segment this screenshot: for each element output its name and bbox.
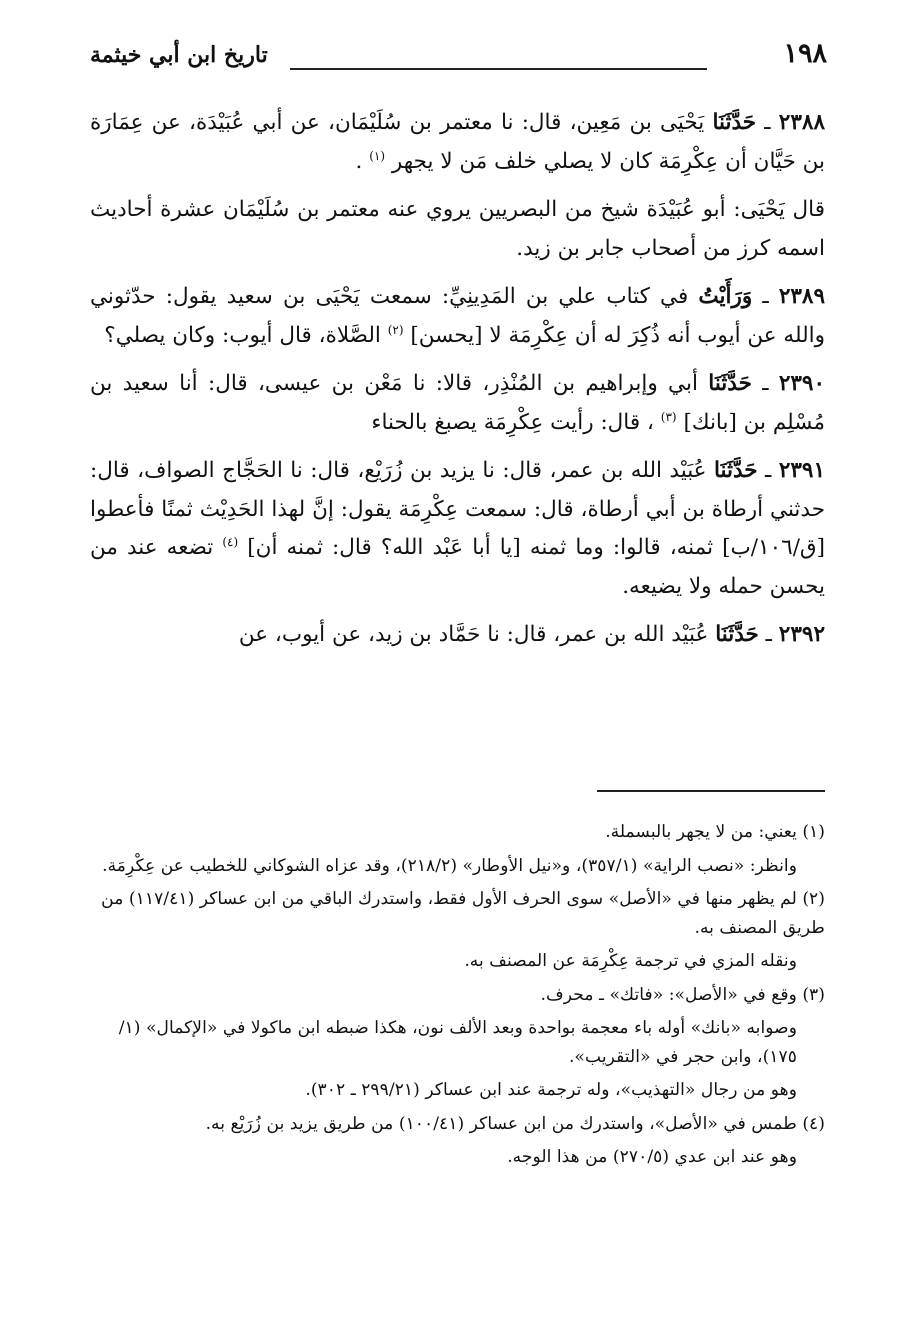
entry-2388: ٢٣٨٨ ـ حَدَّثَنَا يَحْيَى بن مَعِين، قال: نا معتمر بن سُلَيْمَان، عن أبي عُبَيْدَة، عن عِمَارَة بن حَيَّان أن عِكْرِمَة كان لا يصلي خلف مَن لا يجهر $^{(١)}$ . <box>90 110 825 174</box>
footnote-line: (٣) وقع في «الأصل»: «فاتك» ـ محرف. <box>540 984 825 1005</box>
entry-2391: ٢٣٩١ ـ حَدَّثَنَا عُبَيْد الله بن عمر، قال: نا يزيد بن زُرَيْع، قال: نا الحَجَّاج الصواف، قال: حدثني أرطاة بن أبي أرطاة، قال: سمعت عِكْرِمَة يقول: إنَّ لهذا الحَدِيْث ثمنًا فأعطوا [ق/١٠٦/ب] ثمنه، قالوا: وما ثمنه [يا أبا عَبْد الله؟ قال: ثمنه أن] $^{(٤)}$ تضعه عند من يحسن حمله ولا يضيعه. <box>90 458 826 599</box>
footnote-ref: (١) <box>369 148 386 163</box>
footnote-ref: (٤) <box>222 534 239 549</box>
footnote-ref: (٢) <box>387 322 404 337</box>
page-header <box>90 38 827 84</box>
footnote-line: وصوابه «بانك» أوله باء معجمة بواحدة وبعد الألف نون، هكذا ضبطه ابن ماكولا في «الإكمال» (١/ ١٧٥)، وابن حجر في «التقريب». <box>118 1018 797 1067</box>
entry-number: ٢٣٩٢ <box>778 622 825 647</box>
footnote-line: وهو من رجال «التهذيب»، وله ترجمة عند ابن عساكر (٢٩٩/٢١ ـ ٣٠٢). <box>305 1080 797 1100</box>
entry-text: عُبَيْد الله بن عمر، قال: نا يزيد بن زُرَيْع، قال: نا الحَجَّاج الصواف، قال: حدثني أرطاة بن أبي أرطاة، قال: سمعت عِكْرِمَة يقول: إنَّ لهذا الحَدِيْث ثمنًا فأعطوا [ق/١٠٦/ب] ثمنه، قالوا: وما ثمنه [يا أبا عَبْد الله؟ قال: ثمنه أن] <box>90 458 826 560</box>
footnote-line: (١) يعني: من لا يجهر بالبسملة. <box>605 822 825 842</box>
entry-number: ٢٣٩١ <box>778 458 826 483</box>
entry-end: تضعه عند من يحسن حمله ولا يضيعه. <box>90 535 825 599</box>
entry-text: قال يَحْيَى: أبو عُبَيْدَة شيخ من البصريين يروي عنه معتمر بن سُلَيْمَان عشرة أحاديث اسمه كرز من أصحاب جابر بن زيد. <box>90 197 825 261</box>
entry-2388-comment <box>90 191 825 268</box>
footnote-separator <box>597 790 825 792</box>
entry-end: الصَّلاة، قال أيوب: وكان يصلي؟ <box>104 322 381 348</box>
entry-text: يَحْيَى بن مَعِين، قال: نا معتمر بن سُلَيْمَان، عن أبي عُبَيْدَة، عن عِمَارَة بن حَيَّان أن عِكْرِمَة كان لا يصلي خلف مَن لا يجهر <box>90 110 825 174</box>
footnote-line: ونقله المزي في ترجمة عِكْرِمَة عن المصنف به. <box>464 951 797 971</box>
entry-text: أبي وإبراهيم بن المُنْذِر، قالا: نا مَعْن بن عيسى، قال: أنا سعيد بن مُسْلِم بن [بانك] <box>90 371 825 435</box>
footnote-line: وانظر: «نصب الراية» (٣٥٧/١)، و«نيل الأوطار» (٢١٨/٢)، وقد عزاه الشوكاني للخطيب عن عِكْرِمَة. <box>102 855 797 876</box>
header-rule <box>290 68 707 70</box>
footnote-ref: (٣) <box>660 409 677 424</box>
entry-text: في كتاب علي بن المَدِينِيِّ: سمعت يَحْيَى بن سعيد يقول: حدّثوني والله عن أيوب أنه ذُكِرَ له أن عِكْرِمَة لا [يحسن] <box>90 284 825 348</box>
entry-lead: حَدَّثَنَا <box>715 622 759 647</box>
main-text <box>90 104 825 665</box>
footnote-line: وهو عند ابن عدي (٢٧٠/٥) من هذا الوجه. <box>507 1147 797 1167</box>
footnotes <box>90 818 825 1177</box>
entry-2390: ٢٣٩٠ ـ حَدَّثَنَا أبي وإبراهيم بن المُنْذِر، قالا: نا مَعْن بن عيسى، قال: أنا سعيد بن مُسْلِم بن [بانك] $^{(٣)}$ ، قال: رأيت عِكْرِمَة يصبغ بالحناء <box>90 371 826 435</box>
entry-end: . <box>355 148 363 174</box>
entry-number: ٢٣٨٨ <box>778 110 825 135</box>
footnote-line: (٢) لم يظهر منها في «الأصل» سوى الحرف الأول فقط، واستدرك الباقي من ابن عساكر (١١٧/٤١) من طريق المصنف به. <box>101 889 825 938</box>
entry-end: ، قال: رأيت عِكْرِمَة يصبغ بالحناء <box>371 409 654 435</box>
running-title: تاريخ ابن أبي خيثمة <box>90 42 268 68</box>
entry-number: ٢٣٨٩ <box>778 284 826 309</box>
entry-text: عُبَيْد الله بن عمر، قال: نا حَمَّاد بن زيد، عن أيوب، عن <box>238 622 709 647</box>
entry-2392: ٢٣٩٢ ـ حَدَّثَنَا عُبَيْد الله بن عمر، قال: نا حَمَّاد بن زيد، عن أيوب، عن <box>238 622 825 647</box>
entry-number: ٢٣٩٠ <box>778 371 826 396</box>
page-number: ١٩٨ <box>783 38 827 69</box>
entry-lead: حَدَّثَنَا <box>708 371 752 396</box>
footnote-line: (٤) طمس في «الأصل»، واستدرك من ابن عساكر (١٠٠/٤١) من طريق يزيد بن زُرَيْع به. <box>205 1113 825 1134</box>
entry-lead: حَدَّثَنَا <box>713 458 758 483</box>
entry-2389: ٢٣٨٩ ـ وَرَأَيْتُ في كتاب علي بن المَدِينِيِّ: سمعت يَحْيَى بن سعيد يقول: حدّثوني والله عن أيوب أنه ذُكِرَ له أن عِكْرِمَة لا [يحسن] $^{(٢)}$ الصَّلاة، قال أيوب: وكان يصلي؟ <box>90 284 826 348</box>
entry-lead: وَرَأَيْتُ <box>698 284 753 309</box>
entry-lead: حَدَّثَنَا <box>712 110 757 135</box>
